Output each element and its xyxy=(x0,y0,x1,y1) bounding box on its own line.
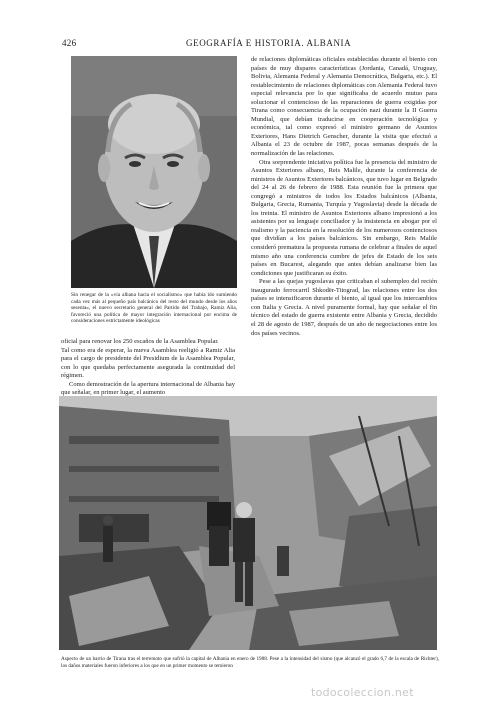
page-number: 426 xyxy=(62,38,77,48)
left-column-paragraph: Tal como era de esperar, la nueva Asamblea reeligió a Ramiz Alia para el cargo de presidente del Presidium de la Asamblea Popular, con lo que quedaba perfectamente asegurada la continuidad del régimen. xyxy=(61,346,235,380)
right-column-paragraph: Otra sorprendente iniciativa política fue la presencia del ministro de Asuntos Exteriores albano, Reis Malile, durante la conferencia de ministros de Asuntos Exteriores balcánicos, que tuvo lugar en Belgrado del 24 al 26 de febrero de 1988. Esta reunión fue la primera que congregó a ministros de todos los Estados balcánicos (Albania, Bulgaria, Grecia, Rumania, Turquía y Yugoslavia) desde la década de los treinta. El ministro de Asuntos Exteriores albano impresionó a los asistentes por su lenguaje conciliador y la insistencia en abogar por el realismo y la paciencia en la resolución de los numerosos contenciosos que dividían a los países balcánicos. Sin embargo, Reis Malile consideró prematura la propuesta rumana de celebrar a finales de aquel mismo año una conferencia cumbre de jefes de Estado de los seis países en Bucarest, alegando que antes debían analizarse bien las condiciones que justificaran su éxito. xyxy=(251,158,437,277)
left-column-lead: oficial para renovar los 250 escaños de la Asamblea Popular. xyxy=(61,338,219,345)
photo-caption: Aspecto de un barrio de Tirana tras el terremoto que sufrió la capital de Albania en enero de 1988. Pese a la intensidad del sismo (que alcanzó el grado 6,7 de la escala de Richter), los daños materiales fueron inferiores a los que en un primer momento se temieron xyxy=(61,656,439,669)
portrait-caption: Sin renegar de la «vía albana hacia el socialismo» que había ido sumiendo cada vez más al pequeño país balcánico del resto del mundo desde los años sesenta», el nuevo secretario general del Partido del Trabajo, Ramiz Alia, favoreció una política de mayor integración internacional por encima de consideraciones estrictamente ideológicas xyxy=(71,292,237,325)
left-column xyxy=(61,338,235,398)
right-column xyxy=(251,56,437,338)
left-column-paragraph: Como demostración de la apertura internacional de Albania hay que señalar, en primer lugar, el aumento xyxy=(61,380,235,397)
right-column-paragraph: de relaciones diplomáticas oficiales establecidas durante el bienio con países de muy dispares características (Jordania, Canadá, Uruguay, Bolivia, Alemania Federal y Alemania Democrática, Bulgaria, etc.). El restablecimiento de relaciones diplomáticas con Alemania Federal tuvo especial relevancia por lo que significaba de acuerdo mutuo para solucionar el contencioso de las reparaciones de guerra exigidas por Tirana como consecuencia de la ocupación nazi durante la II Guerra Mundial, que debían traducirse en cooperación tecnológica y económica, tal como expresó el ministro germano de Asuntos Exteriores, Hans Dietrich Genscher, durante la visita que efectuó a Albania el 23 de octubre de 1987, pocas semanas después de la normalización de las relaciones. xyxy=(251,56,437,158)
earthquake-illustration xyxy=(59,396,437,650)
portrait-illustration xyxy=(71,56,237,288)
running-head: GEOGRAFÍA E HISTORIA. ALBANIA xyxy=(186,38,352,48)
watermark: todocoleccion.net xyxy=(311,686,414,699)
portrait-photo xyxy=(71,56,237,288)
right-column-paragraph: Pese a las quejas yugoslavas que criticaban el subempleo del recién inaugurado ferrocarril Shkodër-Titograd, las relaciones entre los dos países se intensificaron durante el bienio, al igual que los intercambios con Italia y Grecia. A nivel puramente formal, hay que señalar el fin técnico del estado de guerra existente entre Albania y Grecia, decidido el 28 de agosto de 1987, después de un año de negociaciones entre los dos países vecinos. xyxy=(251,278,437,337)
earthquake-photo xyxy=(59,396,437,650)
